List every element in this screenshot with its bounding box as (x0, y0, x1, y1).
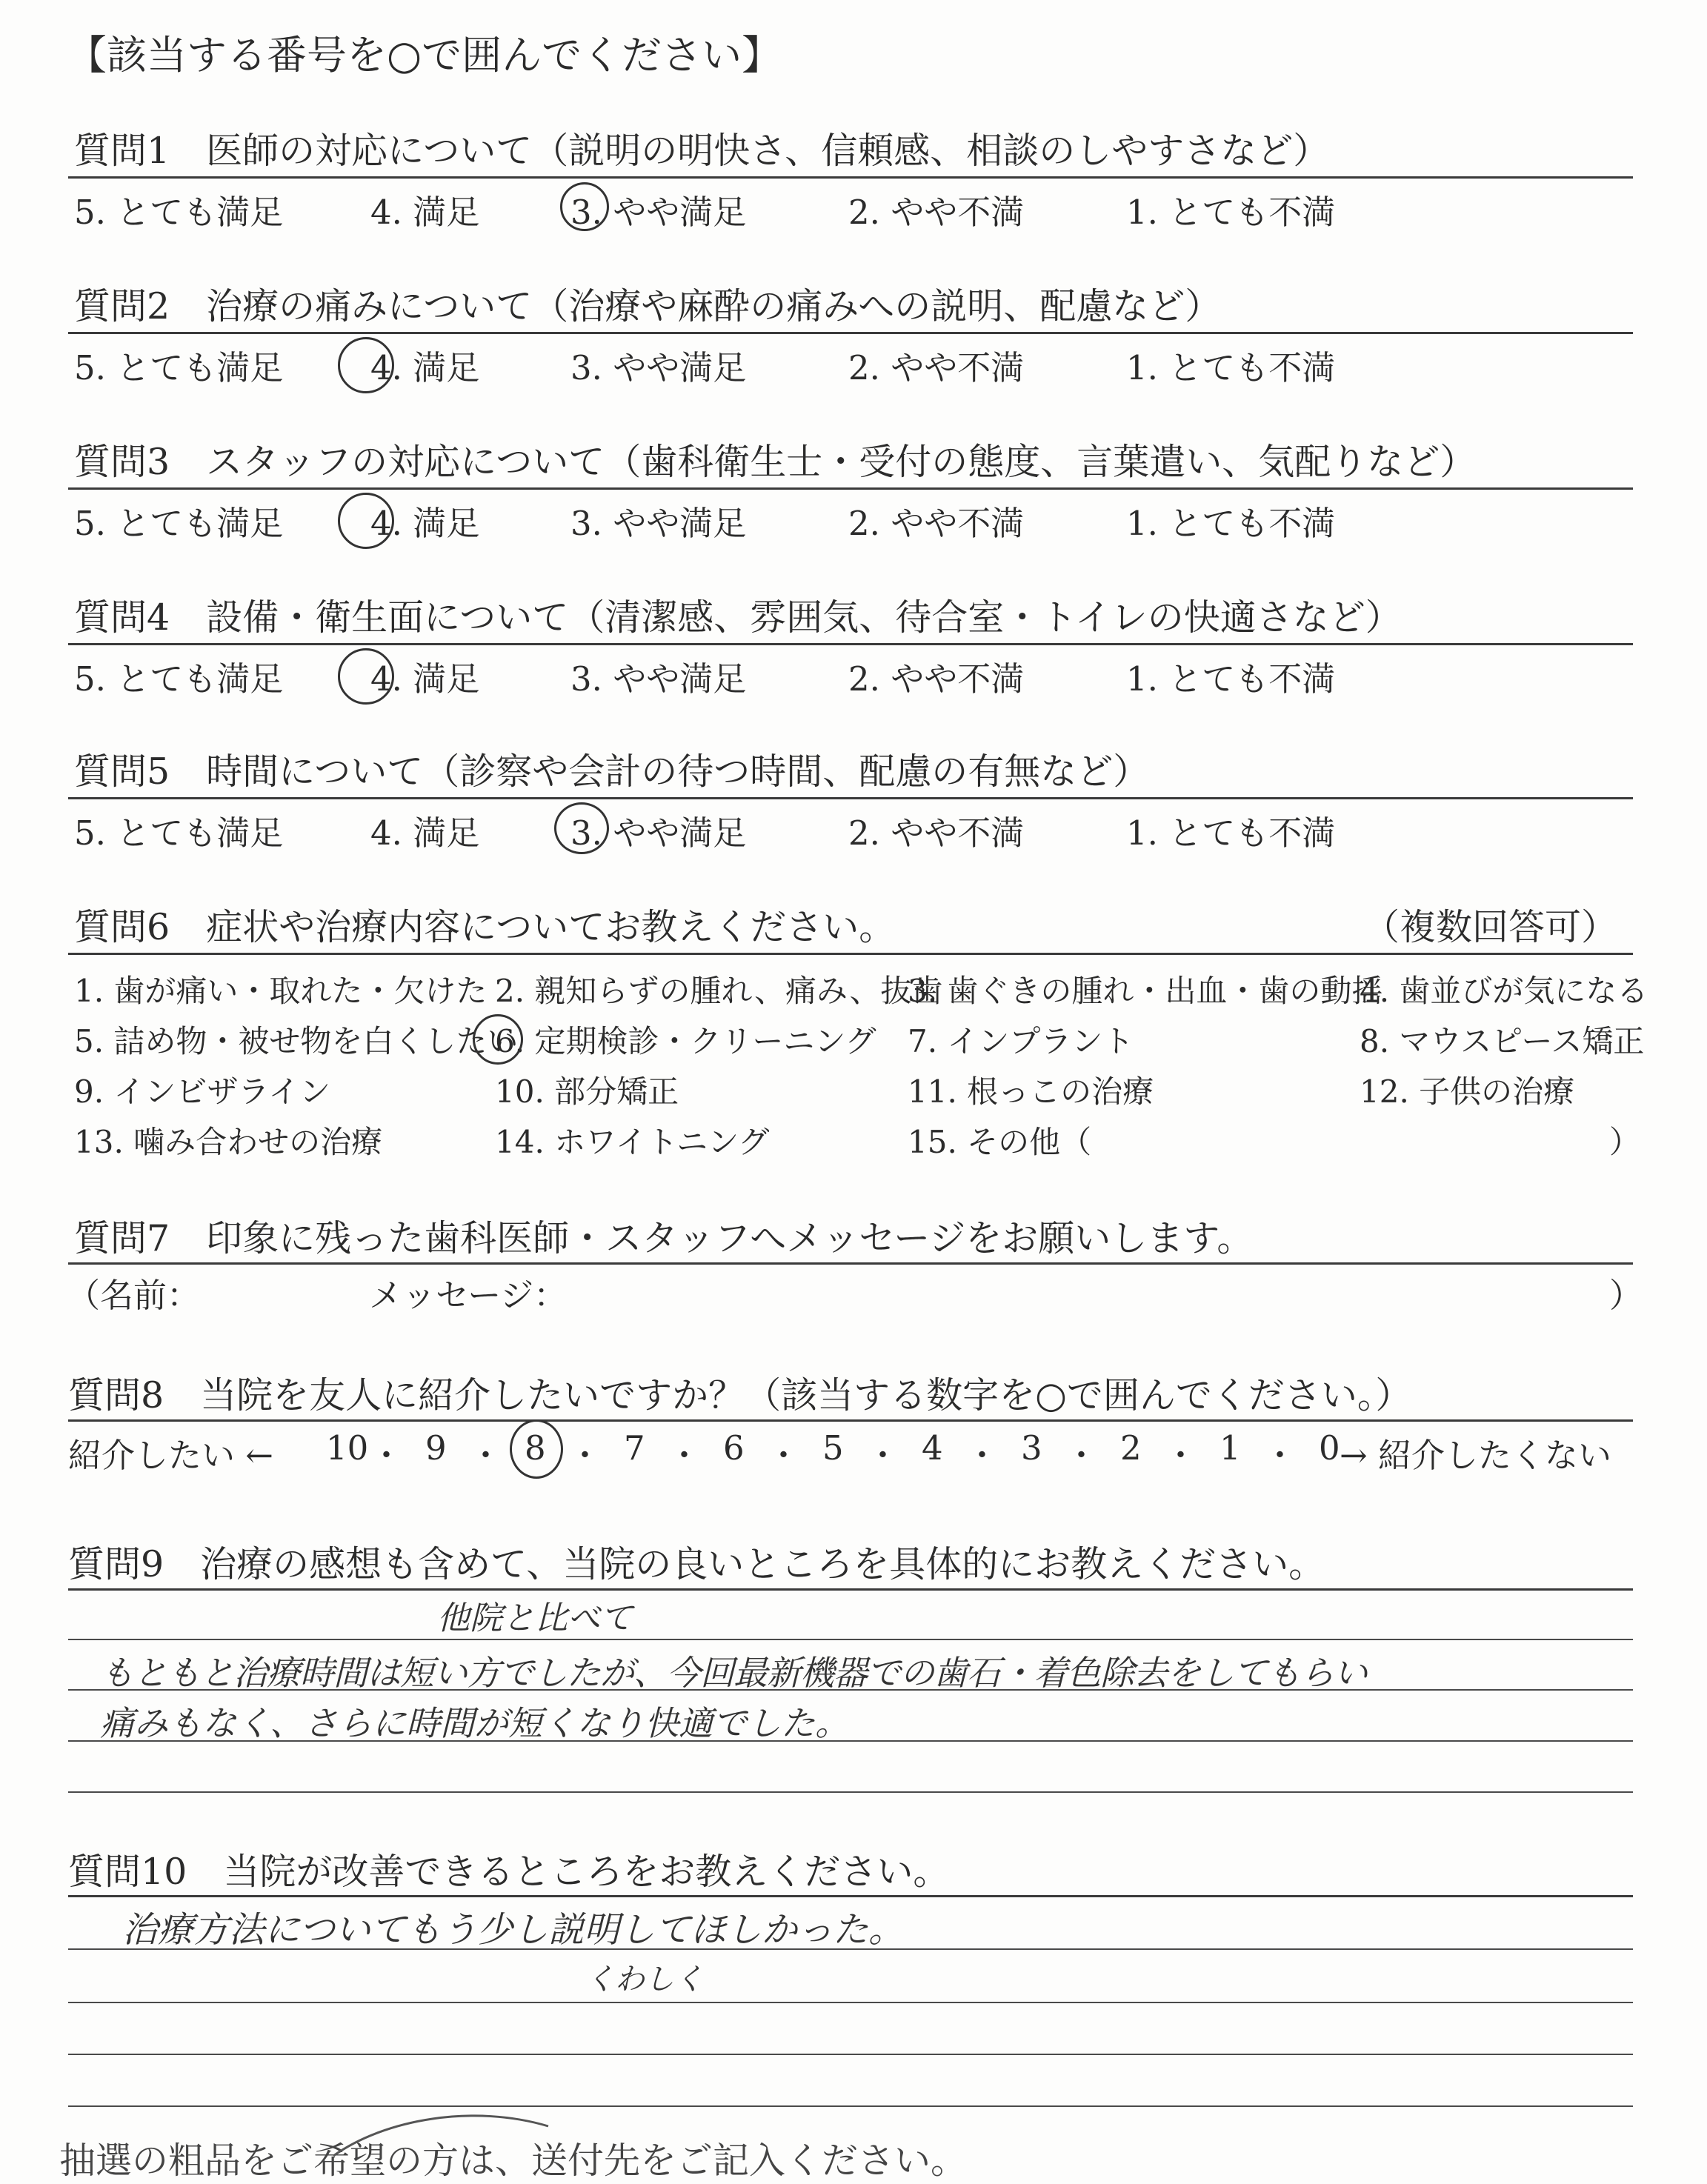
q6-option-14[interactable]: 14. ホワイトニング (495, 1124, 770, 1160)
q8-scale-8[interactable]: 8 (525, 1428, 546, 1468)
question-7-title: 質問7 印象に残った歯科医師・スタッフへメッセージをお願いします。 (74, 1217, 1254, 1259)
q8-scale-7[interactable]: 7 (624, 1428, 645, 1468)
q7-message-label[interactable]: メッセージ： (369, 1276, 568, 1315)
question-4-title: 質問4 設備・衛生面について（清潔感、雰囲気、待合室・トイレの快適さなど） (74, 596, 1402, 639)
q4-option-4[interactable]: 4. 満足 (370, 659, 480, 699)
q6-option-12[interactable]: 12. 子供の治療 (1360, 1073, 1575, 1110)
pen-scribble (326, 2104, 563, 2158)
q1-option-5[interactable]: 5. とても満足 (74, 193, 284, 232)
question-1-rule (68, 176, 1633, 179)
q8-scale-3[interactable]: 3 (1021, 1428, 1042, 1468)
q9-handwritten-line-2: 痛みもなく、さらに時間が短くなり快適でした。 (100, 1703, 850, 1743)
q10-write-line-4 (68, 2105, 1633, 2107)
question-9-rule (68, 1588, 1633, 1591)
q8-scale-separator: ・ (866, 1436, 900, 1475)
question-5-title: 質問5 時間について（診察や会計の待つ時間、配慮の有無など） (74, 750, 1150, 793)
q8-scale-separator: ・ (668, 1436, 702, 1475)
q2-selection-circle (338, 337, 394, 393)
question-5-rule (68, 797, 1633, 799)
question-10-title: 質問10 当院が改善できるところをお教えください。 (68, 1851, 950, 1893)
q9-write-line-1 (68, 1639, 1633, 1640)
q1-option-4[interactable]: 4. 満足 (370, 193, 480, 232)
q5-option-4[interactable]: 4. 満足 (370, 813, 480, 853)
q9-write-line-4 (68, 1791, 1633, 1793)
q6-option-11[interactable]: 11. 根っこの治療 (908, 1073, 1154, 1110)
q6-option-1[interactable]: 1. 歯が痛い・取れた・欠けた (74, 973, 488, 1009)
question-7-rule (68, 1262, 1633, 1265)
q5-option-2[interactable]: 2. やや不満 (848, 813, 1025, 853)
q8-scale-1[interactable]: 1 (1219, 1428, 1241, 1468)
q8-scale-separator: ・ (1164, 1436, 1198, 1475)
q2-option-5[interactable]: 5. とても満足 (74, 348, 284, 387)
q2-option-3[interactable]: 3. やや満足 (570, 348, 747, 387)
q3-option-2[interactable]: 2. やや不満 (848, 504, 1025, 543)
q6-option-4[interactable]: 4. 歯並びが気になる (1360, 973, 1648, 1009)
q5-option-5[interactable]: 5. とても満足 (74, 813, 284, 853)
q8-selection-circle (510, 1419, 563, 1479)
q6-option-2[interactable]: 2. 親知らずの腫れ、痛み、抜歯 (495, 973, 943, 1009)
q10-handwritten-insert: くわしく (585, 1962, 704, 1997)
q8-scale-separator: ・ (469, 1436, 503, 1475)
q3-selection-circle (338, 493, 394, 549)
question-1-title: 質問1 医師の対応について（説明の明快さ、信頼感、相談のしやすさなど） (74, 130, 1330, 172)
question-6-rule (68, 953, 1633, 955)
q4-option-2[interactable]: 2. やや不満 (848, 659, 1025, 699)
q3-option-4[interactable]: 4. 満足 (370, 504, 480, 543)
question-3-rule (68, 487, 1633, 490)
q8-scale-separator: ・ (767, 1436, 801, 1475)
q8-scale-0[interactable]: 0 (1319, 1428, 1340, 1468)
q3-option-1[interactable]: 1. とても不満 (1126, 504, 1336, 543)
question-9-title: 質問9 治療の感想も含めて、当院の良いところを具体的にお教えください。 (68, 1543, 1325, 1585)
q8-scale-separator: ・ (1065, 1436, 1099, 1475)
q9-handwritten-insert: 他院と比べて (437, 1599, 633, 1637)
q3-option-5[interactable]: 5. とても満足 (74, 504, 284, 543)
q2-option-2[interactable]: 2. やや不満 (848, 348, 1025, 387)
question-3-title: 質問3 スタッフの対応について（歯科衛生士・受付の態度、言葉遣い、気配りなど） (74, 441, 1477, 483)
q6-selection-circle (473, 1014, 523, 1065)
q6-option-10[interactable]: 10. 部分矯正 (495, 1073, 679, 1110)
q7-name-label[interactable]: （名前： (67, 1276, 201, 1315)
q10-write-line-2 (68, 2002, 1633, 2003)
q4-option-5[interactable]: 5. とても満足 (74, 659, 284, 699)
q10-write-line-3 (68, 2054, 1633, 2055)
question-4-rule (68, 643, 1633, 645)
question-6-title: 質問6 症状や治療内容についてお教えください。 (74, 906, 896, 948)
q6-option-15[interactable]: 15. その他（ (908, 1124, 1092, 1160)
footer-note: 抽選の粗品をご希望の方は、送付先をご記入ください。 (59, 2140, 968, 2182)
q2-option-4[interactable]: 4. 満足 (370, 348, 480, 387)
q1-selection-circle (560, 182, 609, 231)
q8-scale-6[interactable]: 6 (723, 1428, 745, 1468)
q6-option-6[interactable]: 6. 定期検診・クリーニング (495, 1023, 876, 1059)
q9-handwritten-line-1: もともと治療時間は短い方でしたが、今回最新機器での歯石・着色除去をしてもらい (100, 1653, 1367, 1693)
q6-option-15-close-paren: ） (1609, 1124, 1641, 1160)
q3-option-3[interactable]: 3. やや満足 (570, 504, 747, 543)
q8-scale-10[interactable]: 10 (326, 1428, 369, 1468)
q5-option-3[interactable]: 3. やや満足 (570, 813, 747, 853)
q10-handwritten-line-1: 治療方法についてもう少し説明してほしかった。 (122, 1909, 905, 1951)
question-2-rule (68, 332, 1633, 334)
q6-option-9[interactable]: 9. インビザライン (74, 1073, 331, 1110)
q5-selection-circle (554, 802, 609, 854)
q4-selection-circle (338, 648, 394, 705)
q1-option-2[interactable]: 2. やや不満 (848, 193, 1025, 232)
q8-scale-separator: ・ (568, 1436, 602, 1475)
question-10-rule (68, 1895, 1633, 1897)
q5-option-1[interactable]: 1. とても不満 (1126, 813, 1336, 853)
q8-scale-9[interactable]: 9 (425, 1428, 447, 1468)
q8-scale-separator: ・ (1263, 1436, 1297, 1475)
q8-scale-2[interactable]: 2 (1120, 1428, 1142, 1468)
question-8-title: 質問8 当院を友人に紹介したいですか？（該当する数字を○で囲んでください。） (68, 1374, 1412, 1416)
q1-option-1[interactable]: 1. とても不満 (1126, 193, 1336, 232)
q7-close-paren: ） (1609, 1276, 1643, 1315)
q8-scale-4[interactable]: 4 (922, 1428, 943, 1468)
question-6-note: （複数回答可） (1363, 906, 1618, 948)
q6-option-8[interactable]: 8. マウスピース矯正 (1360, 1023, 1645, 1059)
q8-right-label: → 紹介したくない (1340, 1436, 1612, 1475)
q6-option-3[interactable]: 3. 歯ぐきの腫れ・出血・歯の動揺 (908, 973, 1383, 1009)
q6-option-7[interactable]: 7. インプラント (908, 1023, 1134, 1059)
q2-option-1[interactable]: 1. とても不満 (1126, 348, 1336, 387)
q4-option-3[interactable]: 3. やや満足 (570, 659, 747, 699)
q6-option-13[interactable]: 13. 噛み合わせの治療 (74, 1124, 383, 1160)
question-8-rule (68, 1419, 1633, 1422)
q4-option-1[interactable]: 1. とても不満 (1126, 659, 1336, 699)
q8-left-label: 紹介したい ← (68, 1436, 274, 1475)
q8-scale-separator: ・ (370, 1436, 404, 1475)
form-heading: 【該当する番号を○で囲んでください】 (67, 32, 782, 79)
q1-option-3[interactable]: 3. やや満足 (570, 193, 747, 232)
q8-scale-5[interactable]: 5 (822, 1428, 844, 1468)
q8-scale-separator: ・ (965, 1436, 999, 1475)
question-2-title: 質問2 治療の痛みについて（治療や麻酔の痛みへの説明、配慮など） (74, 285, 1222, 327)
q6-option-5[interactable]: 5. 詰め物・被せ物を白くしたい (74, 1023, 519, 1059)
